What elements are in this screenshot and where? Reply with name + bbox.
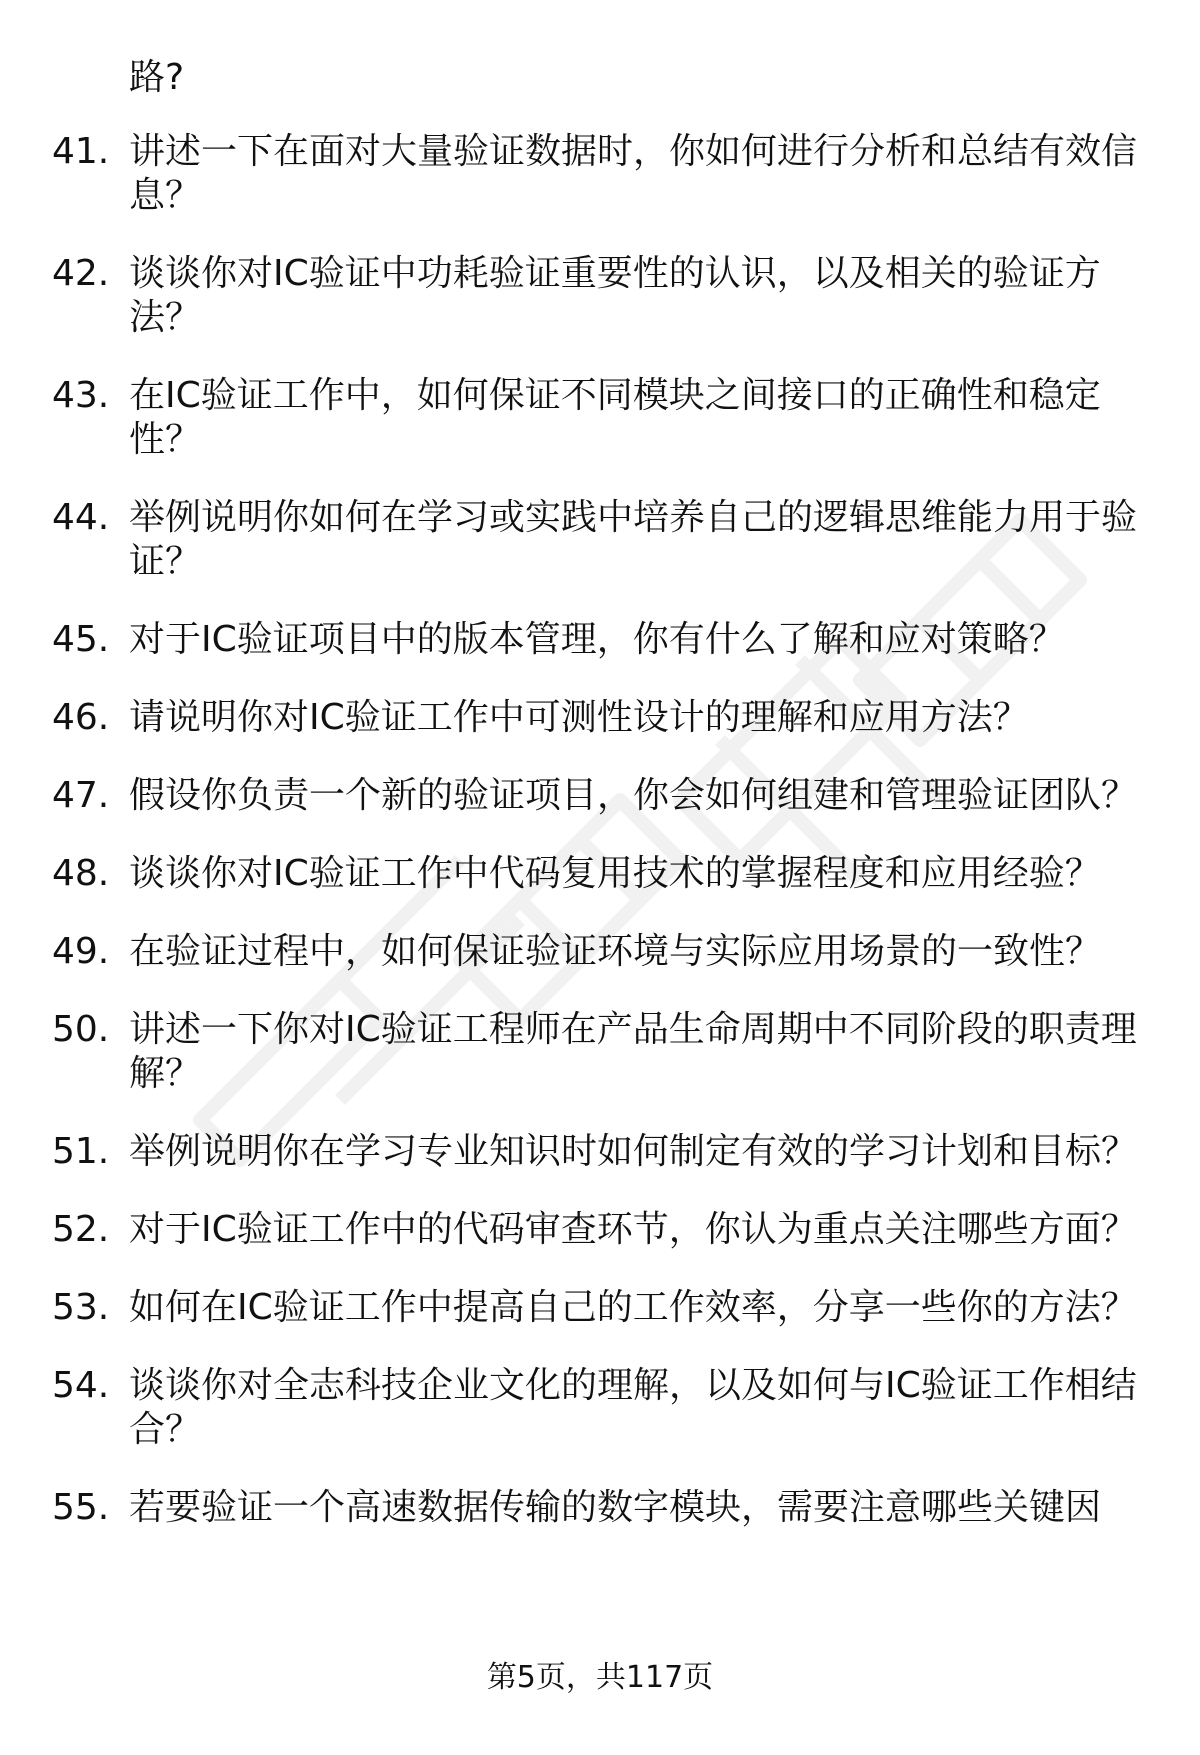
- question-number: 45.: [52, 619, 110, 660]
- question-number: 41.: [52, 131, 110, 172]
- question-number: 42.: [52, 253, 110, 294]
- page-footer: 第5页，共117页: [486, 1660, 714, 1695]
- question-text-line: 谈谈你对IC验证中功耗验证重要性的认识，以及相关的验证方: [129, 253, 1101, 294]
- question-number: 51.: [52, 1131, 110, 1172]
- question-number: 47.: [52, 775, 110, 816]
- question-text-line: 路?: [129, 57, 185, 98]
- question-text-line: 讲述一下你对IC验证工程师在产品生命周期中不同阶段的职责理: [129, 1009, 1137, 1050]
- question-text-line: 对于IC验证工作中的代码审查环节，你认为重点关注哪些方面？: [129, 1209, 1137, 1250]
- question-text-line: 举例说明你如何在学习或实践中培养自己的逻辑思维能力用于验: [129, 497, 1138, 538]
- question-text-line: 讲述一下在面对大量验证数据时，你如何进行分析和总结有效信: [129, 131, 1138, 172]
- question-number: 53.: [52, 1287, 110, 1328]
- question-text-line: 谈谈你对全志科技企业文化的理解，以及如何与IC验证工作相结: [129, 1365, 1137, 1406]
- question-text-line: 息？: [129, 175, 202, 216]
- question-text-line: 在验证过程中，如何保证验证环境与实际应用场景的一致性？: [129, 931, 1102, 972]
- question-number: 46.: [52, 697, 110, 738]
- question-text-line: 在IC验证工作中，如何保证不同模块之间接口的正确性和稳定: [129, 375, 1101, 416]
- question-text-line: 合？: [129, 1409, 202, 1450]
- question-text-line: 如何在IC验证工作中提高自己的工作效率，分享一些你的方法？: [129, 1287, 1137, 1328]
- question-text-line: 若要验证一个高速数据传输的数字模块，需要注意哪些关键因: [129, 1487, 1102, 1528]
- question-text-line: 性？: [129, 419, 202, 460]
- question-text-line: 举例说明你在学习专业知识时如何制定有效的学习计划和目标？: [129, 1131, 1138, 1172]
- question-number: 55.: [52, 1487, 110, 1528]
- question-text-line: 对于IC验证项目中的版本管理，你有什么了解和应对策略？: [129, 619, 1065, 660]
- question-text-line: 假设你负责一个新的验证项目，你会如何组建和管理验证团队？: [129, 775, 1138, 816]
- question-number: 50.: [52, 1009, 110, 1050]
- question-text-line: 法？: [129, 297, 202, 338]
- question-text-line: 请说明你对IC验证工作中可测性设计的理解和应用方法？: [129, 697, 1029, 738]
- question-number: 43.: [52, 375, 110, 416]
- question-text-line: 谈谈你对IC验证工作中代码复用技术的掌握程度和应用经验？: [129, 853, 1101, 894]
- question-number: 48.: [52, 853, 110, 894]
- question-text-line: 解？: [129, 1053, 202, 1094]
- question-number: 44.: [52, 497, 110, 538]
- question-number: 54.: [52, 1365, 110, 1406]
- question-number: 49.: [52, 931, 110, 972]
- question-text-line: 证？: [129, 541, 202, 582]
- question-number: 52.: [52, 1209, 110, 1250]
